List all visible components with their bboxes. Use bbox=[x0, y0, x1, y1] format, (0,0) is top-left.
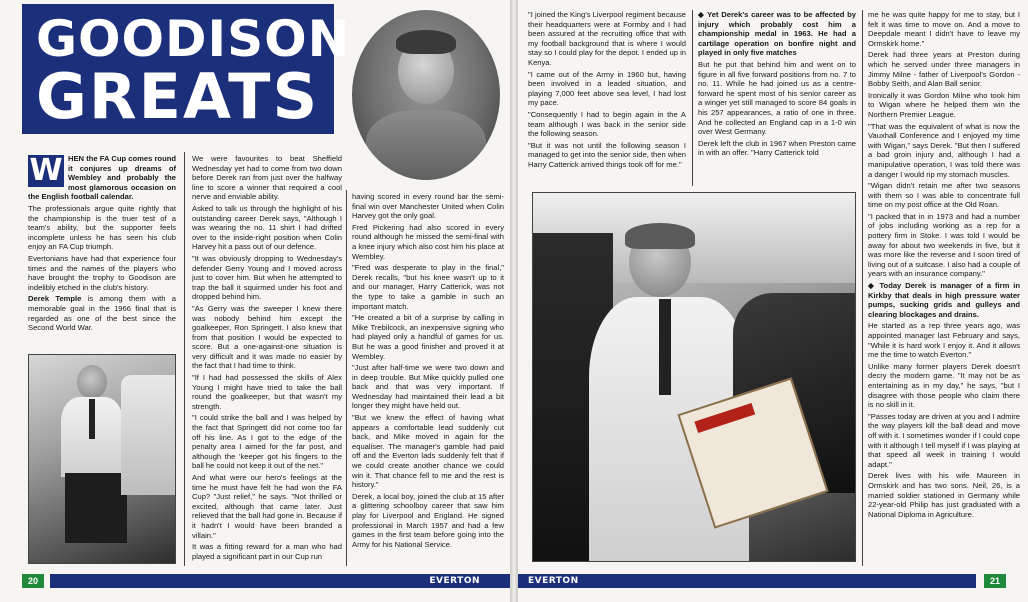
portrait-photo bbox=[352, 10, 500, 180]
paragraph: "It was obviously dropping to Wednesday's defender Gerry Young and I moved across just to cover him. But when he attempted to trap the ball it squirmed under his foot and dropped behind him. bbox=[192, 253, 342, 302]
column-rule bbox=[692, 10, 693, 186]
paragraph: Fred Pickering had also scored in every round although he missed the semi-final with a knee injury which also cost him his place at Wembley. bbox=[352, 222, 504, 261]
paragraph: "If I had had possessed the skills of Alex Young I might have tried to take the ball round the goalkeeper, but that wasn't my strength. bbox=[192, 373, 342, 411]
paragraph: It was a fitting reward for a man who had played a significant part in our Cup run bbox=[192, 542, 342, 561]
paragraph: The professionals argue quite rightly that the championship is the truer test of a team's ability, but the supporter feels incomplete unless he has seen his club enjoy an FA Cup triumph. bbox=[28, 203, 176, 252]
paragraph: And what were our hero's feelings at the time he must have felt he had won the FA Cup? "Just relief," he says. "Not thrilled or excited, although that came later. Just relieved that the ball had gone in. Because if it hadn't I would have been branded a villain." bbox=[192, 473, 342, 540]
paragraph: "I came out of the Army in 1960 but, having been involved in a leaded situation, and playing 7,000 feet above sea level, I had lost my pace. bbox=[528, 69, 686, 108]
paragraph: "I packed that in in 1973 and had a number of jobs including working as a rep for a pottery firm in Stoke. I was told I would be away for about two weekends in five, but it was more like the reverse and I soon tired of living out of a suitcase. I also had a couple of years with an insurance company." bbox=[868, 211, 1020, 279]
footer-label-right: EVERTON bbox=[528, 576, 579, 586]
paragraph: Ironically it was Gordon Milne who took him to Wigan where he helped them win the Northern Premier League. bbox=[868, 90, 1020, 119]
paragraph: But he put that behind him and went on to figure in all five forward positions from no. 7 to no. 11. While he had joined us as a centre-forward he spent most of his senior career as a winger yet still managed to score 84 goals in his 257 appearances, a ratio of one in three. And he collected an England cap in a 1-0 win over West Germany. bbox=[698, 59, 856, 137]
derek-car-photo-large bbox=[532, 192, 856, 562]
footer-label-left: EVERTON bbox=[429, 576, 480, 586]
derek-car-photo-small bbox=[28, 354, 176, 564]
title-block bbox=[22, 4, 351, 134]
paragraph: Derek lives with his wife Maureen in Ormskirk and has two sons. Neil, 26, is a married soldier stationed in Germany while 22-year-old Philip has just graduated with a National Diploma in Agriculture. bbox=[868, 471, 1020, 519]
paragraph: "I joined the King's Liverpool regiment because their headquarters were at Formby and I had been assured at the recruiting office that with my football background that is where I would stay so I could play for the depot. I ended up in Kenya. bbox=[528, 10, 686, 67]
column-rule bbox=[862, 10, 863, 566]
page-number-left: 20 bbox=[22, 574, 44, 588]
paragraph: "Fred was desperate to play in the final," Derek recalls, "but his knee wasn't up to it and our manager, Harry Catterick, was not the type to take a gamble in such an important match. bbox=[352, 263, 504, 311]
paragraph: Unlike many former players Derek doesn't decry the modern game. "It may not be as entertaining as in my day," he says, "but I disagree with those people who claim there is no skill in it. bbox=[868, 361, 1020, 410]
left-page bbox=[0, 0, 510, 602]
left-column-2 bbox=[192, 154, 342, 563]
paragraph: He started as a rep three years ago, was appointed manager last February and says, "While it is hard work I enjoy it. And it allows me the time to watch Everton." bbox=[868, 321, 1020, 360]
left-column-3 bbox=[352, 192, 504, 551]
paragraph: "But it was not until the following season I managed to get into the senior side, then when Harry Catterick arrived things took off for me." bbox=[528, 140, 686, 169]
paragraph: "Consequently I had to begin again in the A team although I was back in the senior side the following season. bbox=[528, 109, 686, 139]
paragraph: "He created a bit of a surprise by calling in Mike Trebilcock, an inexpensive signing who had played only a handful of games for us. But he was a good finisher and proved it at Wembley. bbox=[352, 313, 504, 361]
paragraph: Evertonians have had that experience four times and the names of the players who have brought the trophy to Goodison are indelibly etched in the club's history. bbox=[28, 253, 176, 292]
title-line2: GREATS bbox=[36, 60, 320, 133]
column-rule bbox=[346, 190, 347, 566]
footer-bar-left bbox=[50, 574, 510, 588]
paragraph: "That was the equivalent of what is now the Vauxhall Conference and I enjoyed my time with Wigan," says Derek. "But then I suffered a bad groin injury and, although I had a manipulative operation, I was told there was a danger I would rip my stomach muscles. bbox=[868, 121, 1020, 179]
drop-cap: W bbox=[29, 153, 63, 188]
column-rule bbox=[184, 152, 185, 566]
highlight-paragraph: ◆ Yet Derek's career was to be affected by injury which probably cost him a championship medal in 1963. He had a cartilage operation on bonfire night and played in only five matches bbox=[698, 10, 856, 58]
paragraph: "Passes today are driven at you and I admire the way players kill the ball dead and move off with it. I sometimes wonder if I could cope with it although I tell myself if I was playing at that speed all week in training I would adapt." bbox=[868, 411, 1020, 469]
paragraph: "I could strike the ball and I was helped by the fact that Springett did not come too far off his line. As I got to the edge of the penalty area I aimed for the far post, and although the 'keeper got his fingers to the ball he could not keep it out of the net." bbox=[192, 413, 342, 471]
highlight-paragraph: ◆ Today Derek is manager of a firm in Kirkby that deals in high pressure water pumps, sucking grids and gulleys and clearing blockages and drains. bbox=[868, 281, 1020, 319]
lead-name: Derek Temple bbox=[28, 294, 82, 304]
paragraph: "Wigan didn't retain me after two seasons with them so I was able to concentrate full time on my post office at the Old Roan. bbox=[868, 181, 1020, 210]
highlight-text: Yet Derek's career was to be affected by injury which probably cost him a championship medal in 1963. He had a cartilage operation on bonfire night and played in only five matches bbox=[698, 10, 856, 58]
paragraph: Asked to talk us through the highlight of his outstanding career Derek says, "Although I was wearing the no. 11 shirt I had drifted over to the inside-right position when Colin Harvey hit a pass out of our defence. bbox=[192, 203, 342, 252]
lead-rest: is among them with a memorable goal in the 1966 final that is regarded as one of the best since the Second World War. bbox=[28, 294, 176, 333]
paragraph: Derek left the club in 1967 when Preston came in with an offer. "Harry Catterick told bbox=[698, 138, 856, 158]
paragraph: "Just after half-time we were two down and in deep trouble. But Mike quickly pulled one back and that was very important. If Wednesday had maintained their lead a bit longer they might have held out. bbox=[352, 363, 504, 411]
footer-bar-right bbox=[518, 574, 976, 588]
right-page bbox=[518, 0, 1028, 602]
right-column-2 bbox=[698, 10, 856, 160]
paragraph: "As Gerry was the sweeper I knew there was nobody behind him except the goalkeeper, Ron Springett. I also knew that from that position I would be expected to score. But a one-against-one situation is very difficult and it was made no easier by the fact that I had time to think. bbox=[192, 303, 342, 371]
right-column-1 bbox=[528, 10, 686, 172]
paragraph: "But we knew the effect of having what appears a comfortable lead suddenly cut back, and Mike moved in again for the equaliser. The manager's gamble had paid off and the Everton lads suddenly felt that if we could create another chance we could win it. That chance fell to me and the rest is history." bbox=[352, 413, 504, 490]
paragraph: Derek, a local boy, joined the club at 15 after a glittering schoolboy career that saw him play for Liverpool and England. He signed professional in March 1957 and had a few games in the first team before going into the Army for his National Service. bbox=[352, 491, 504, 549]
paragraph: having scored in every round bar the semi-final win over Manchester United when Colin Harvey got the only goal. bbox=[352, 192, 504, 221]
title-line1: GOODISON bbox=[36, 10, 351, 68]
paragraph: Derek had three years at Preston during which he served under three managers in Jimmy Milne - father of Liverpool's Gordon - Bobby Seith, and Alan Ball senior. bbox=[868, 50, 1020, 89]
right-column-3 bbox=[868, 10, 1020, 521]
paragraph bbox=[28, 294, 176, 332]
highlight-text: Today Derek is manager of a firm in Kirkby that deals in high pressure water pumps, sucking grids and gulleys and clearing blockages and drains. bbox=[868, 281, 1020, 319]
paragraph: We were favourites to beat Sheffield Wednesday yet had to come from two down before Derek ran from just over the halfway line to score a winner that required a cool nerve and enviable ability. bbox=[192, 154, 342, 202]
left-column-1 bbox=[28, 154, 176, 335]
intro-text: HEN the FA Cup comes round it conjures up dreams of Wembley and probably the most glamorous occasion on the English football calendar. bbox=[28, 154, 176, 202]
intro-paragraph bbox=[28, 154, 176, 202]
page-gutter bbox=[510, 0, 518, 602]
page-number-right: 21 bbox=[984, 574, 1006, 588]
paragraph: me he was quite happy for me to stay, but I felt it was time to move on. And a move to Deepdale meant I didn't have to leave my Ormskirk home." bbox=[868, 10, 1020, 48]
